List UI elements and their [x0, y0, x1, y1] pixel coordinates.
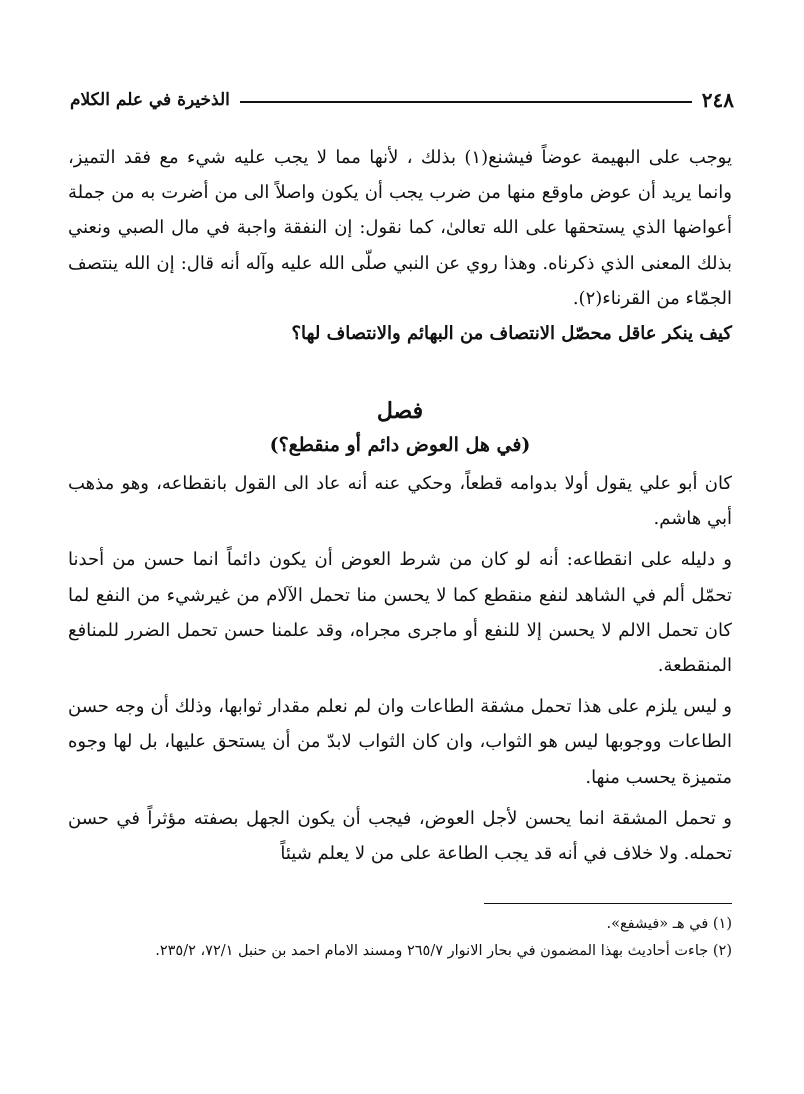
- paragraph: كيف ينكر عاقل محصّل الانتصاف من البهائم والانتصاف لها؟: [291, 323, 732, 345]
- body-text-top: [68, 140, 732, 351]
- footnote-rule: [484, 903, 732, 904]
- paragraph: و تحمل المشقة انما يحسن لأجل العوض، فيجب أن يكون الجهل بصفته مؤثراً في حسن تحمله. ولا خلاف في أنه قد يجب الطاعة على من لا يعلم شيئاً: [68, 807, 732, 865]
- footnote: (١) في هـ «فيشفع».: [606, 916, 732, 932]
- body-text-bottom: [68, 466, 732, 877]
- running-header: [70, 86, 734, 114]
- header-rule: [240, 101, 692, 103]
- page-number: ٢٤٨: [701, 88, 734, 112]
- section-heading: [68, 394, 732, 462]
- paragraph: يوجب على البهيمة عوضاً فيشنع(١) بذلك ، لأنها مما لا يجب عليه شيء مع فقد التميز، وانما يريد أن عوض ماوقع منها من ضرب يجب أن يكون واصلاً الى من أضرت به من جملة أعواضها الذي يستحقها على الله تعالىٰ، كما نقول: إن النفقة واجبة في مال الصبي ونعني بذلك المعنى الذي ذكرناه. وهذا روي عن النبي صلّى الله عليه وآله أنه قال: إن الله ينتصف الجمّاء من القرناء(٢).: [68, 147, 732, 309]
- footnote: (٢) جاءت أحاديث بهذا المضمون في بحار الانوار ٢٦٥/٧ ومسند الامام احمد بن حنبل ٧٢/١، ٢٣٥/٢.: [155, 943, 732, 959]
- paragraph: و دليله على انقطاعه: أنه لو كان من شرط العوض أن يكون دائماً انما حسن من أحدنا تحمّل ألم في الشاهد لنفع منقطع كما لا يحسن منا تحمل الآلام من غيرشيء من النفع لما كان تحمل الالم لا يحسن إلا للنفع أو ماجرى مجراه، وقد علمنا حسن تحمل الضرر للمنافع المنقطعة.: [68, 549, 732, 677]
- footnotes: [68, 911, 732, 965]
- paragraph: و ليس يلزم على هذا تحمل مشقة الطاعات وان لم نعلم مقدار ثوابها، وذلك أن وجه حسن الطاعات ووجوبها ليس هو الثواب، وان كان الثواب لابدّ من أن يستحق عليها، بل لها وجوه متميزة يحسب منها.: [68, 696, 732, 788]
- section-title: فصل: [376, 398, 424, 424]
- section-subtitle: (في هل العوض دائم أو منقطع؟): [269, 434, 531, 456]
- book-title: الذخيرة في علم الكلام: [70, 90, 230, 110]
- paragraph: كان أبو علي يقول أولا بدوامه قطعاً، وحكي عنه أنه عاد الى القول بانقطاعه، وهو مذهب أبي هاشم.: [68, 473, 732, 530]
